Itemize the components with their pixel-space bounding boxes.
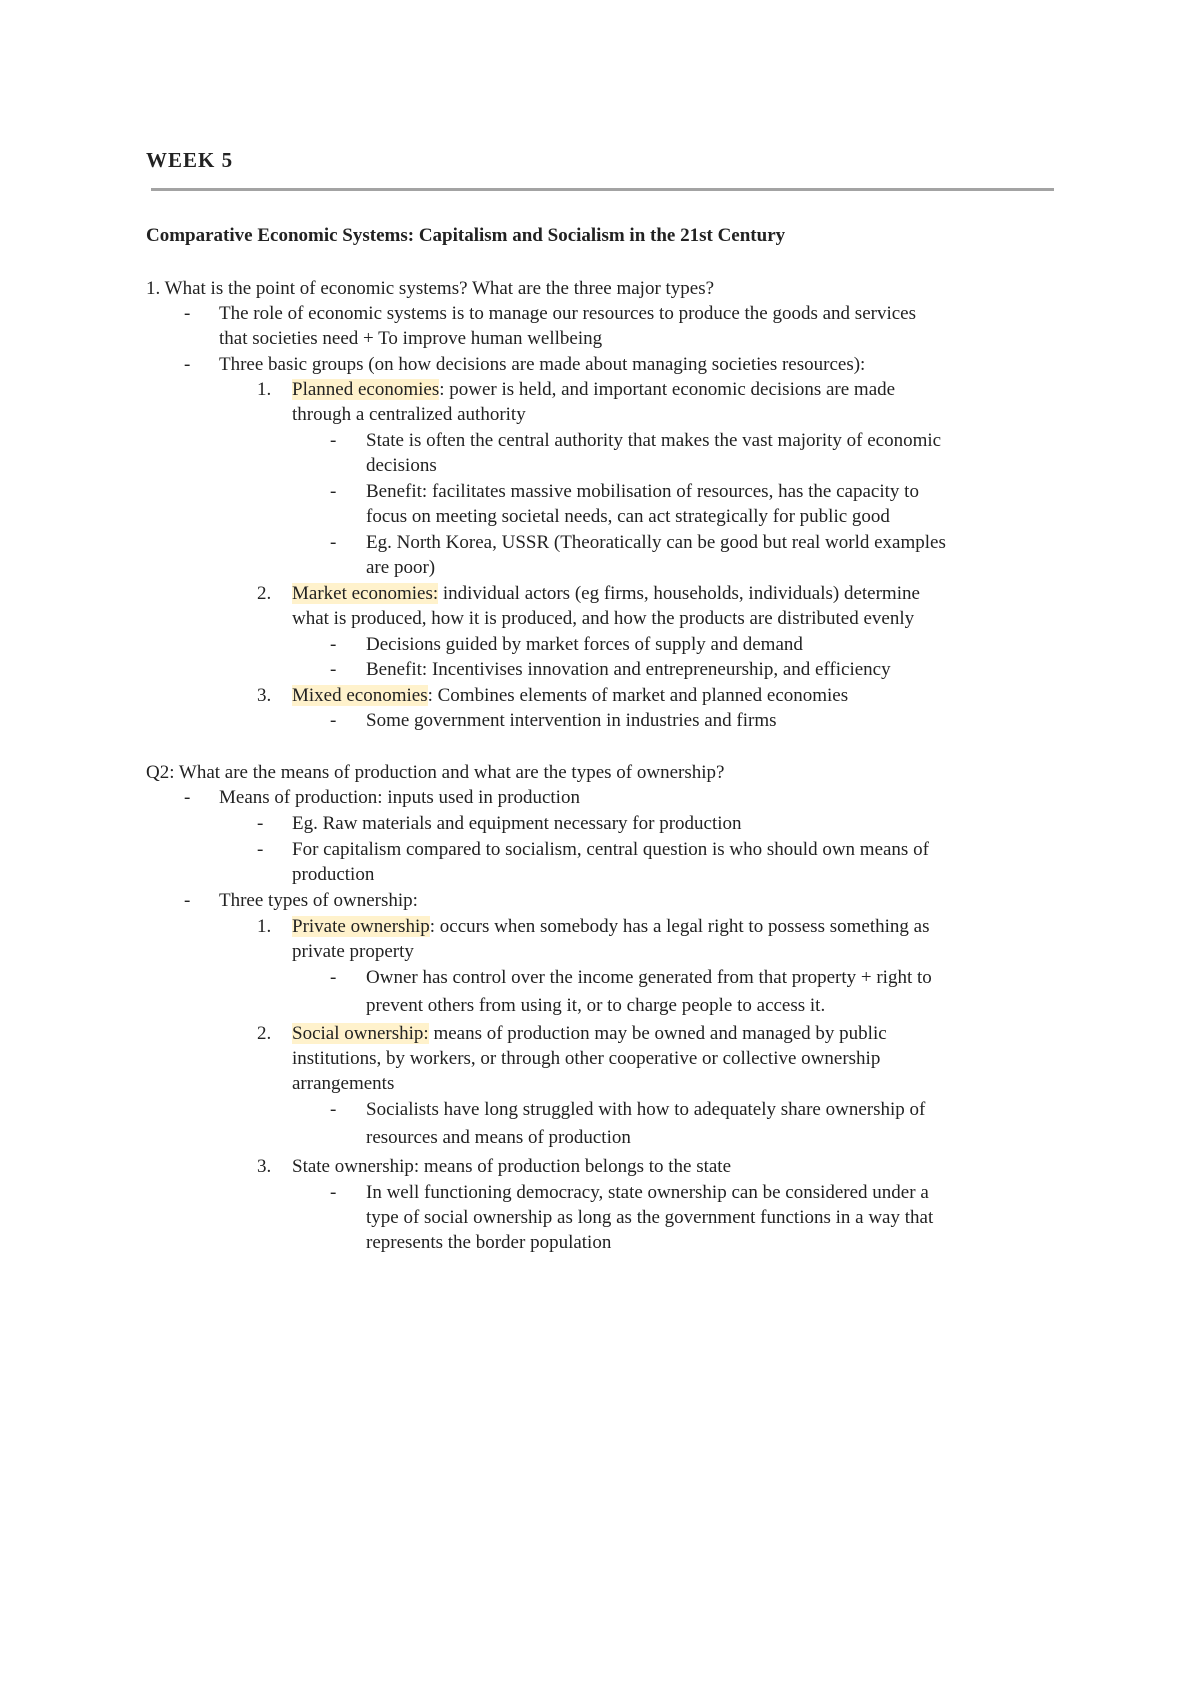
q2-bullet-2: Three types of ownership:: [219, 890, 418, 911]
q2-item-3-sub-1-line-2: type of social ownership as long as the government functions in a way that: [366, 1207, 934, 1228]
q1-item-3-line-1: [292, 684, 848, 708]
highlighted-term: Planned economies: [292, 379, 440, 400]
highlighted-term: Mixed economies: [292, 685, 428, 706]
list-number: 3.: [257, 1156, 272, 1177]
q2-item-3-line-1: State ownership: means of production belongs to the state: [292, 1156, 732, 1177]
q2-bullet-1: Means of production: inputs used in production: [219, 787, 580, 808]
q1-item-1-sub-3-line-2: are poor): [366, 557, 436, 578]
q1-bullet-2: Three basic groups (on how decisions are made about managing societies resources):: [219, 354, 866, 375]
bullet-dash: -: [330, 634, 337, 655]
bullet-dash: -: [330, 1182, 337, 1203]
bullet-dash: -: [330, 710, 337, 731]
q1-item-1-sub-3-line-1: Eg. North Korea, USSR (Theoratically can be good but real world examples: [366, 532, 946, 553]
q2-item-2-line-2: institutions, by workers, or through other cooperative or collective ownership: [292, 1048, 881, 1069]
list-number: 2.: [257, 1023, 272, 1044]
document-title: Comparative Economic Systems: Capitalism and Socialism in the 21st Century: [146, 225, 786, 246]
highlighted-term: Private ownership: [292, 916, 430, 937]
bullet-dash: -: [184, 787, 191, 808]
q1-item-1-sub-2-line-1: Benefit: facilitates massive mobilisation of resources, has the capacity to: [366, 481, 919, 502]
q1-item-2-sub-2: Benefit: Incentivises innovation and entrepreneurship, and efficiency: [366, 659, 891, 680]
highlighted-term: Social ownership:: [292, 1023, 429, 1044]
q1-item-1-line-1: [292, 378, 895, 402]
q1-item-1-sub-1-line-1: State is often the central authority that makes the vast majority of economic: [366, 430, 942, 451]
q2-item-2-line-1: [292, 1022, 887, 1046]
q2-question: Q2: What are the means of production and what are the types of ownership?: [146, 762, 725, 783]
q2-item-1-sub-1-line-2: prevent others from using it, or to charge people to access it.: [366, 995, 826, 1016]
q1-item-1-line-2: through a centralized authority: [292, 404, 526, 425]
q1-bullet-1-line-2: that societies need + To improve human wellbeing: [219, 328, 603, 349]
q2-item-1-line-1: [292, 915, 929, 939]
q2-item-3-sub-1-line-3: represents the border population: [366, 1232, 612, 1253]
q1-bullet-1-line-1: The role of economic systems is to manage our resources to produce the goods and services: [219, 303, 916, 324]
bullet-dash: -: [330, 1099, 337, 1120]
bullet-dash: -: [330, 481, 337, 502]
bullet-dash: -: [257, 813, 264, 834]
q2-item-2-sub-1-line-2: resources and means of production: [366, 1127, 631, 1148]
q2-item-3-sub-1-line-1: In well functioning democracy, state ownership can be considered under a: [366, 1182, 929, 1203]
q1-item-2-line-2: what is produced, how it is produced, and how the products are distributed evenly: [292, 608, 915, 629]
list-number: 1.: [257, 379, 272, 400]
item-text: means of production may be owned and managed by public: [428, 1023, 887, 1044]
bullet-dash: -: [184, 303, 191, 324]
q2-bullet-1-sub-2-line-1: For capitalism compared to socialism, central question is who should own means of: [292, 839, 929, 860]
q2-item-2-sub-1-line-1: Socialists have long struggled with how to adequately share ownership of: [366, 1099, 926, 1120]
list-number: 3.: [257, 685, 272, 706]
bullet-dash: -: [330, 532, 337, 553]
bullet-dash: -: [330, 967, 337, 988]
week-heading: WEEK 5: [146, 148, 234, 172]
q2-bullet-1-sub-2-line-2: production: [292, 864, 375, 885]
q1-item-2-line-1: [292, 582, 920, 606]
q1-item-1-sub-1-line-2: decisions: [366, 455, 437, 476]
q1-item-1-sub-2-line-2: focus on meeting societal needs, can act strategically for public good: [366, 506, 890, 527]
q1-item-3-sub-1: Some government intervention in industries and firms: [366, 710, 777, 731]
bullet-dash: -: [184, 890, 191, 911]
bullet-dash: -: [184, 354, 191, 375]
item-text: individual actors (eg firms, households, individuals) determine: [438, 583, 920, 604]
heading-divider: [151, 188, 1054, 191]
q2-bullet-1-sub-1: Eg. Raw materials and equipment necessary for production: [292, 813, 742, 834]
list-number: 2.: [257, 583, 272, 604]
bullet-dash: -: [330, 430, 337, 451]
item-text: : Combines elements of market and planned economies: [427, 685, 849, 706]
q2-item-1-line-2: private property: [292, 941, 414, 962]
highlighted-term: Market economies:: [292, 583, 439, 604]
q1-item-2-sub-1: Decisions guided by market forces of supply and demand: [366, 634, 803, 655]
item-text: : power is held, and important economic decisions are made: [439, 379, 896, 400]
item-text: : occurs when somebody has a legal right to possess something as: [429, 916, 930, 937]
q1-question: 1. What is the point of economic systems? What are the three major types?: [146, 278, 715, 299]
q2-item-1-sub-1-line-1: Owner has control over the income generated from that property + right to: [366, 967, 932, 988]
bullet-dash: -: [257, 839, 264, 860]
bullet-dash: -: [330, 659, 337, 680]
list-number: 1.: [257, 916, 272, 937]
q2-item-2-line-3: arrangements: [292, 1073, 395, 1094]
